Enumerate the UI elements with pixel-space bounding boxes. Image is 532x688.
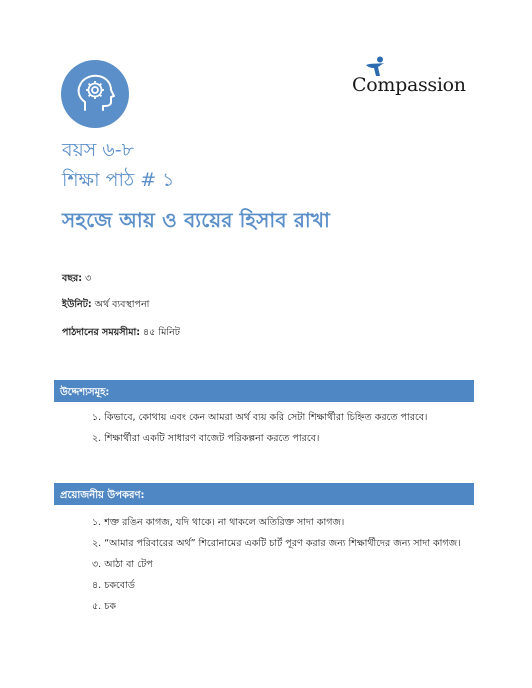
meta-unit [62, 298, 149, 313]
material-item: ৩. আঠা বা টেপ [92, 559, 153, 570]
materials-list [92, 516, 461, 621]
meta-time-label: পাঠদানের সময়সীমা: [62, 327, 141, 338]
gear-head-graphic [61, 60, 129, 128]
material-item: ১. শক্ত রঙিন কাগজ, যদি থাকে। না থাকলে অতিরিক্ত সাদা কাগজ। [92, 517, 345, 528]
materials-header [54, 483, 474, 505]
objective-item: ১. কিভাবে, কোথায় এবং কেন আমরা অর্থ ব্যয় করি সেটা শিক্ষার্থীরা চিহ্নিত করতে পারবে। [92, 412, 428, 423]
lesson-number: শিক্ষা পাঠ # ১ [62, 169, 175, 191]
meta-unit-value: অর্থ ব্যবস্থাপনা [91, 299, 150, 310]
meta-time-value: ৪৫ মিনিট [140, 327, 180, 338]
page-title: সহজে আয় ও ব্যয়ের হিসাব রাখা [62, 208, 330, 232]
meta-year-label: বছর: [62, 273, 83, 284]
objective-item: ২. শিক্ষার্থীরা একটি সাধারণ বাজেট পরিকল্পনা করতে পারবে। [92, 433, 320, 444]
gear-head-icon [61, 60, 129, 128]
age-range: বয়স ৬-৮ [62, 139, 134, 161]
objectives-list [92, 411, 427, 453]
meta-year-value: ৩ [82, 273, 92, 284]
material-item: ৪. চকবোর্ড [92, 580, 135, 591]
logo-text: Compassion [352, 74, 466, 96]
meta-unit-label: ইউনিট: [62, 299, 92, 310]
meta-year [62, 272, 91, 287]
meta-time [62, 326, 180, 341]
materials-heading: প্রয়োজনীয় উপকরণ: [60, 490, 145, 501]
material-item: ৫. চক [92, 601, 116, 612]
compassion-logo [352, 56, 466, 102]
objectives-header [54, 380, 474, 402]
material-item: ২. “আমার পরিবারের অর্থ” শিরোনামের একটি চার্ট পূরণ করার জন্য শিক্ষার্থীদের জন্য সাদা কাগজ। [92, 538, 461, 549]
objectives-heading: উদ্দেশ্যসমূহ: [60, 387, 110, 398]
